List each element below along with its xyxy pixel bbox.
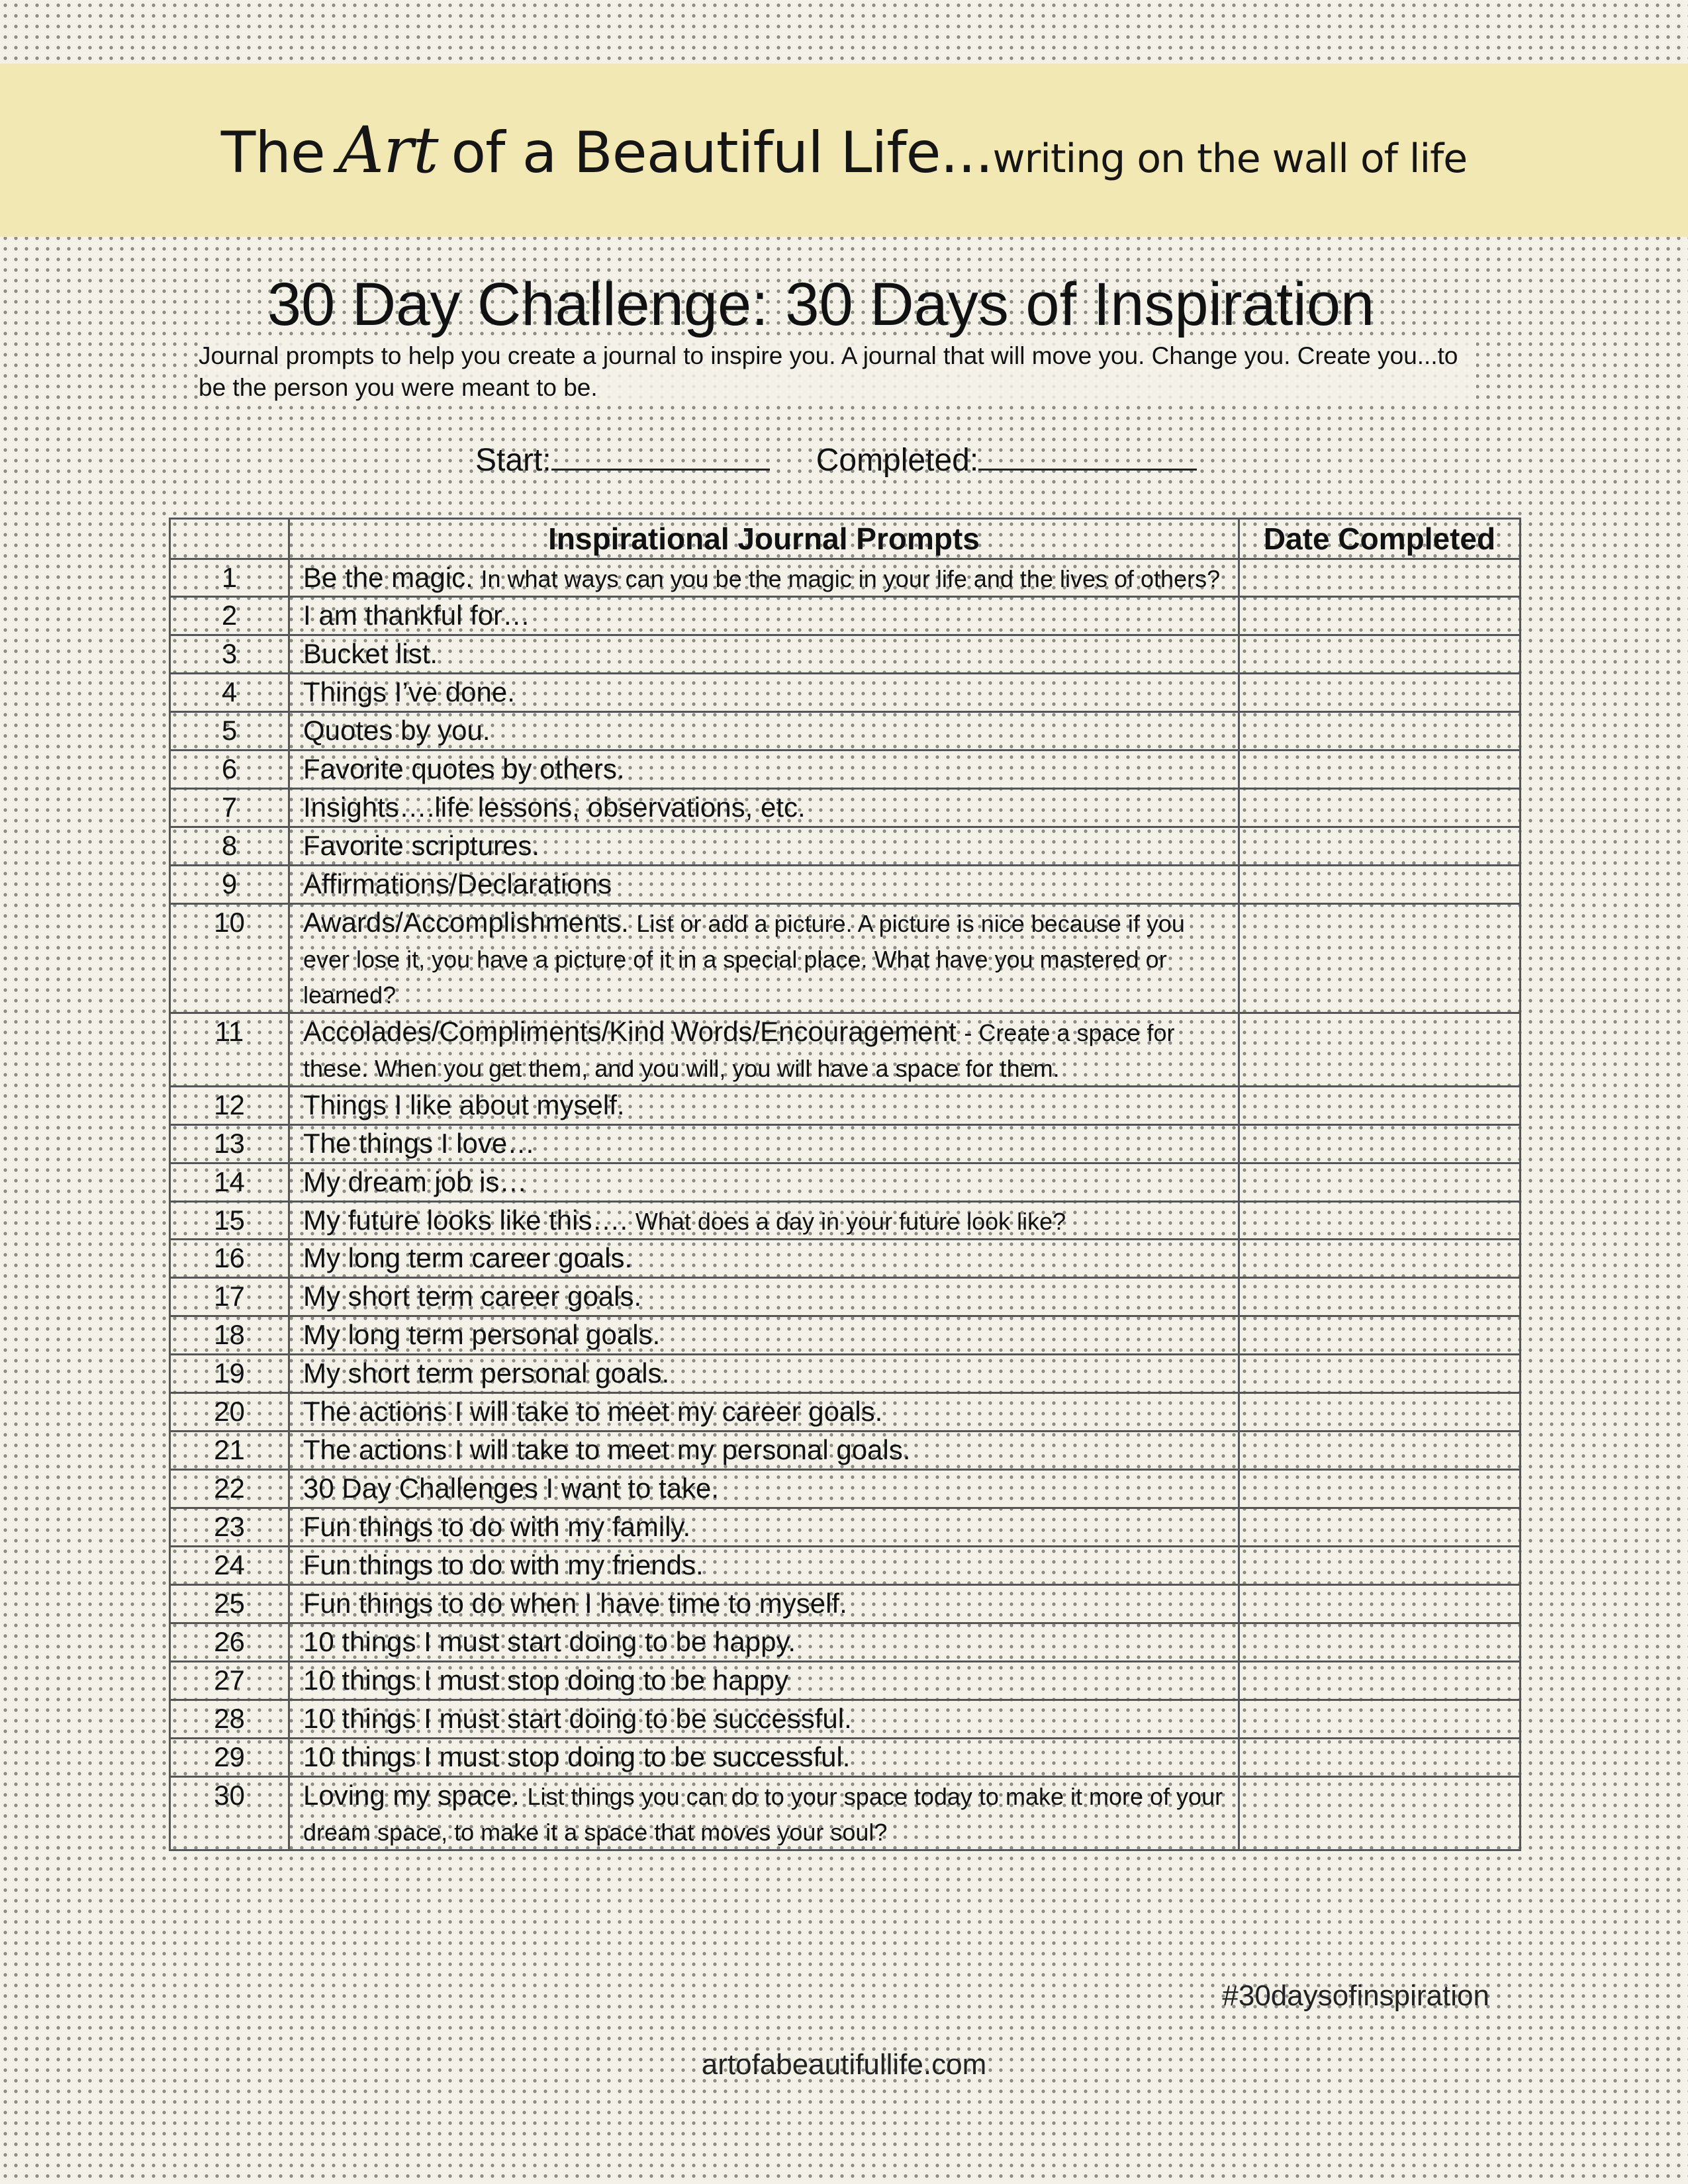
row-prompt [289, 866, 1239, 904]
completed-label: Completed: [816, 443, 979, 478]
table-row [170, 674, 1521, 712]
prompt-description: What does a day in your future look like? [635, 1208, 1066, 1235]
row-number: 17 [170, 1278, 289, 1316]
prompt-text: My long term personal goals. [303, 1319, 661, 1350]
row-prompt [289, 1278, 1239, 1316]
prompt-text: The actions I will take to meet my career goals. [303, 1396, 883, 1427]
row-number: 11 [170, 1013, 289, 1087]
table-row [170, 1163, 1521, 1202]
row-prompt [289, 1163, 1239, 1202]
date-completed-cell[interactable] [1239, 674, 1521, 712]
table-row [170, 827, 1521, 866]
row-number: 30 [170, 1777, 289, 1850]
date-completed-cell[interactable] [1239, 789, 1521, 827]
table-row [170, 1623, 1521, 1662]
table-row [170, 751, 1521, 789]
prompt-text: Favorite scriptures. [303, 830, 540, 861]
date-completed-cell[interactable] [1239, 1013, 1521, 1087]
table-row [170, 1547, 1521, 1585]
row-number: 16 [170, 1240, 289, 1278]
prompt-text: Favorite quotes by others. [303, 753, 625, 784]
prompt-text: My long term career goals. [303, 1242, 633, 1273]
table-row [170, 1432, 1521, 1470]
date-completed-cell[interactable] [1239, 1240, 1521, 1278]
row-prompt [289, 827, 1239, 866]
prompt-text: My short term personal goals. [303, 1357, 670, 1388]
prompts-table [169, 518, 1521, 1851]
row-number: 9 [170, 866, 289, 904]
row-prompt [289, 1432, 1239, 1470]
start-label: Start: [475, 443, 551, 478]
prompt-text: Accolades/Compliments/Kind Words/Encouragement [303, 1016, 957, 1047]
row-prompt [289, 789, 1239, 827]
date-completed-cell[interactable] [1239, 827, 1521, 866]
prompt-text: Fun things to do with my family. [303, 1511, 691, 1542]
row-prompt [289, 597, 1239, 635]
date-completed-cell[interactable] [1239, 1777, 1521, 1850]
row-prompt [289, 1623, 1239, 1662]
row-number: 19 [170, 1355, 289, 1393]
prompt-text: The things I love… [303, 1128, 536, 1159]
date-completed-cell[interactable] [1239, 559, 1521, 597]
row-number: 1 [170, 559, 289, 597]
row-prompt [289, 674, 1239, 712]
date-completed-cell[interactable] [1239, 1125, 1521, 1163]
row-prompt [289, 1316, 1239, 1355]
row-prompt [289, 1508, 1239, 1547]
date-completed-cell[interactable] [1239, 1202, 1521, 1240]
table-row [170, 1393, 1521, 1432]
prompt-text: Bucket list. [303, 638, 438, 669]
prompt-text: I am thankful for… [303, 600, 531, 631]
row-prompt [289, 1585, 1239, 1623]
hashtag: #30daysofinspiration [1222, 1979, 1489, 2012]
prompt-text: Fun things to do when I have time to myself. [303, 1588, 847, 1619]
row-prompt [289, 1662, 1239, 1700]
prompt-rows [170, 559, 1521, 1850]
title-tagline: writing on the wall of life [992, 136, 1468, 182]
row-number: 20 [170, 1393, 289, 1432]
row-number: 24 [170, 1547, 289, 1585]
header-number [170, 519, 289, 559]
table-row [170, 1087, 1521, 1125]
table-row [170, 866, 1521, 904]
prompt-text: Insights….life lessons, observations, etc. [303, 792, 806, 823]
row-number: 10 [170, 904, 289, 1013]
row-prompt [289, 1355, 1239, 1393]
completed-date-blank[interactable] [978, 437, 1197, 471]
date-completed-cell[interactable] [1239, 1393, 1521, 1432]
title-art-script: Art [338, 113, 438, 187]
date-completed-cell[interactable] [1239, 904, 1521, 1013]
row-number: 2 [170, 597, 289, 635]
table-row [170, 1508, 1521, 1547]
header-banner [0, 64, 1688, 237]
table-row [170, 1013, 1521, 1087]
table-row [170, 1125, 1521, 1163]
prompt-description: - Create a space for these. When you get them, and you will, you will have a space for them. [303, 1019, 1175, 1082]
row-number: 21 [170, 1432, 289, 1470]
row-prompt [289, 1393, 1239, 1432]
prompt-text: 10 things I must start doing to be happy. [303, 1626, 796, 1657]
prompt-text: My future looks like this…. [303, 1205, 628, 1236]
row-number: 29 [170, 1739, 289, 1777]
row-number: 22 [170, 1470, 289, 1508]
row-prompt [289, 904, 1239, 1013]
row-number: 27 [170, 1662, 289, 1700]
title-the: The [220, 120, 325, 186]
row-prompt [289, 751, 1239, 789]
date-completed-cell[interactable] [1239, 866, 1521, 904]
date-completed-cell[interactable] [1239, 1585, 1521, 1623]
date-completed-cell[interactable] [1239, 712, 1521, 751]
site-title [221, 113, 1467, 187]
date-completed-cell[interactable] [1239, 751, 1521, 789]
start-date-blank[interactable] [551, 437, 770, 471]
table-row [170, 1585, 1521, 1623]
table-row [170, 1240, 1521, 1278]
row-prompt [289, 1125, 1239, 1163]
row-prompt [289, 1547, 1239, 1585]
row-prompt [289, 1240, 1239, 1278]
row-number: 18 [170, 1316, 289, 1355]
prompt-text: 10 things I must start doing to be successful. [303, 1703, 852, 1734]
prompt-text: Fun things to do with my friends. [303, 1549, 704, 1580]
prompt-text: Quotes by you. [303, 715, 491, 746]
row-prompt [289, 1013, 1239, 1087]
header-prompts: Inspirational Journal Prompts [289, 519, 1239, 559]
row-prompt [289, 635, 1239, 674]
page-title: 30 Day Challenge: 30 Days of Inspiration [267, 271, 1375, 338]
date-completed-cell[interactable] [1239, 1623, 1521, 1662]
table-row [170, 1739, 1521, 1777]
prompt-description: In what ways can you be the magic in your life and the lives of others? [481, 565, 1221, 592]
row-number: 15 [170, 1202, 289, 1240]
intro-paragraph: Journal prompts to help you create a journal to inspire you. A journal that will move you. Change you. Create you...to be the person you were meant to be. [199, 340, 1476, 404]
table-row [170, 1777, 1521, 1850]
date-completed-cell[interactable] [1239, 1278, 1521, 1316]
prompt-text: Loving my space. [303, 1780, 520, 1811]
row-prompt [289, 1087, 1239, 1125]
prompt-text: My short term career goals. [303, 1281, 642, 1312]
row-number: 4 [170, 674, 289, 712]
date-completed-cell[interactable] [1239, 1700, 1521, 1739]
prompt-text: 10 things I must stop doing to be successful. [303, 1741, 851, 1772]
table-row [170, 1278, 1521, 1316]
row-number: 6 [170, 751, 289, 789]
table-row [170, 1700, 1521, 1739]
row-number: 5 [170, 712, 289, 751]
date-completed-cell[interactable] [1239, 1547, 1521, 1585]
header-date-completed: Date Completed [1239, 519, 1521, 559]
table-row [170, 904, 1521, 1013]
date-completed-cell[interactable] [1239, 1087, 1521, 1125]
prompt-description: List or add a picture. A picture is nice because if you ever lose it, you have a picture of it in a special place. What have you mastered or learned? [303, 910, 1185, 1009]
table-row [170, 1470, 1521, 1508]
row-prompt [289, 712, 1239, 751]
row-number: 26 [170, 1623, 289, 1662]
prompt-text: Things I’ve done. [303, 676, 515, 707]
table-row [170, 1202, 1521, 1240]
prompt-text: Awards/Accomplishments. [303, 907, 629, 938]
prompt-text: My dream job is… [303, 1166, 528, 1197]
table-header-row [170, 519, 1521, 559]
date-completed-cell[interactable] [1239, 1355, 1521, 1393]
prompt-text: Be the magic. [303, 562, 473, 593]
date-completed-cell[interactable] [1239, 1432, 1521, 1470]
table-row [170, 712, 1521, 751]
row-prompt [289, 1202, 1239, 1240]
table-row [170, 789, 1521, 827]
table-row [170, 1316, 1521, 1355]
row-number: 8 [170, 827, 289, 866]
table-row [170, 597, 1521, 635]
row-number: 28 [170, 1700, 289, 1739]
date-fields [475, 437, 1197, 484]
date-completed-cell[interactable] [1239, 1662, 1521, 1700]
row-prompt [289, 1700, 1239, 1739]
prompt-text: 30 Day Challenges I want to take. [303, 1473, 720, 1504]
date-completed-cell[interactable] [1239, 1739, 1521, 1777]
prompt-text: The actions I will take to meet my personal goals. [303, 1434, 911, 1465]
row-number: 12 [170, 1087, 289, 1125]
prompt-description: List things you can do to your space today to make it more of your dream space, to make it a space that moves your soul? [303, 1783, 1223, 1846]
date-completed-cell[interactable] [1239, 1508, 1521, 1547]
row-number: 14 [170, 1163, 289, 1202]
date-completed-cell[interactable] [1239, 597, 1521, 635]
row-number: 3 [170, 635, 289, 674]
table-row [170, 559, 1521, 597]
table-row [170, 635, 1521, 674]
date-completed-cell[interactable] [1239, 1316, 1521, 1355]
footer-url[interactable]: artofabeautifullife.com [701, 2048, 987, 2081]
row-number: 13 [170, 1125, 289, 1163]
date-completed-cell[interactable] [1239, 635, 1521, 674]
row-prompt [289, 1470, 1239, 1508]
row-prompt [289, 1739, 1239, 1777]
date-completed-cell[interactable] [1239, 1470, 1521, 1508]
date-completed-cell[interactable] [1239, 1163, 1521, 1202]
prompt-text: Things I like about myself. [303, 1089, 625, 1120]
row-number: 23 [170, 1508, 289, 1547]
table-row [170, 1662, 1521, 1700]
row-number: 25 [170, 1585, 289, 1623]
row-prompt [289, 559, 1239, 597]
row-prompt [289, 1777, 1239, 1850]
row-number: 7 [170, 789, 289, 827]
table-row [170, 1355, 1521, 1393]
prompt-text: 10 things I must stop doing to be happy [303, 1664, 789, 1696]
prompt-text: Affirmations/Declarations [303, 868, 612, 899]
title-rest: of a Beautiful Life... [451, 120, 993, 186]
